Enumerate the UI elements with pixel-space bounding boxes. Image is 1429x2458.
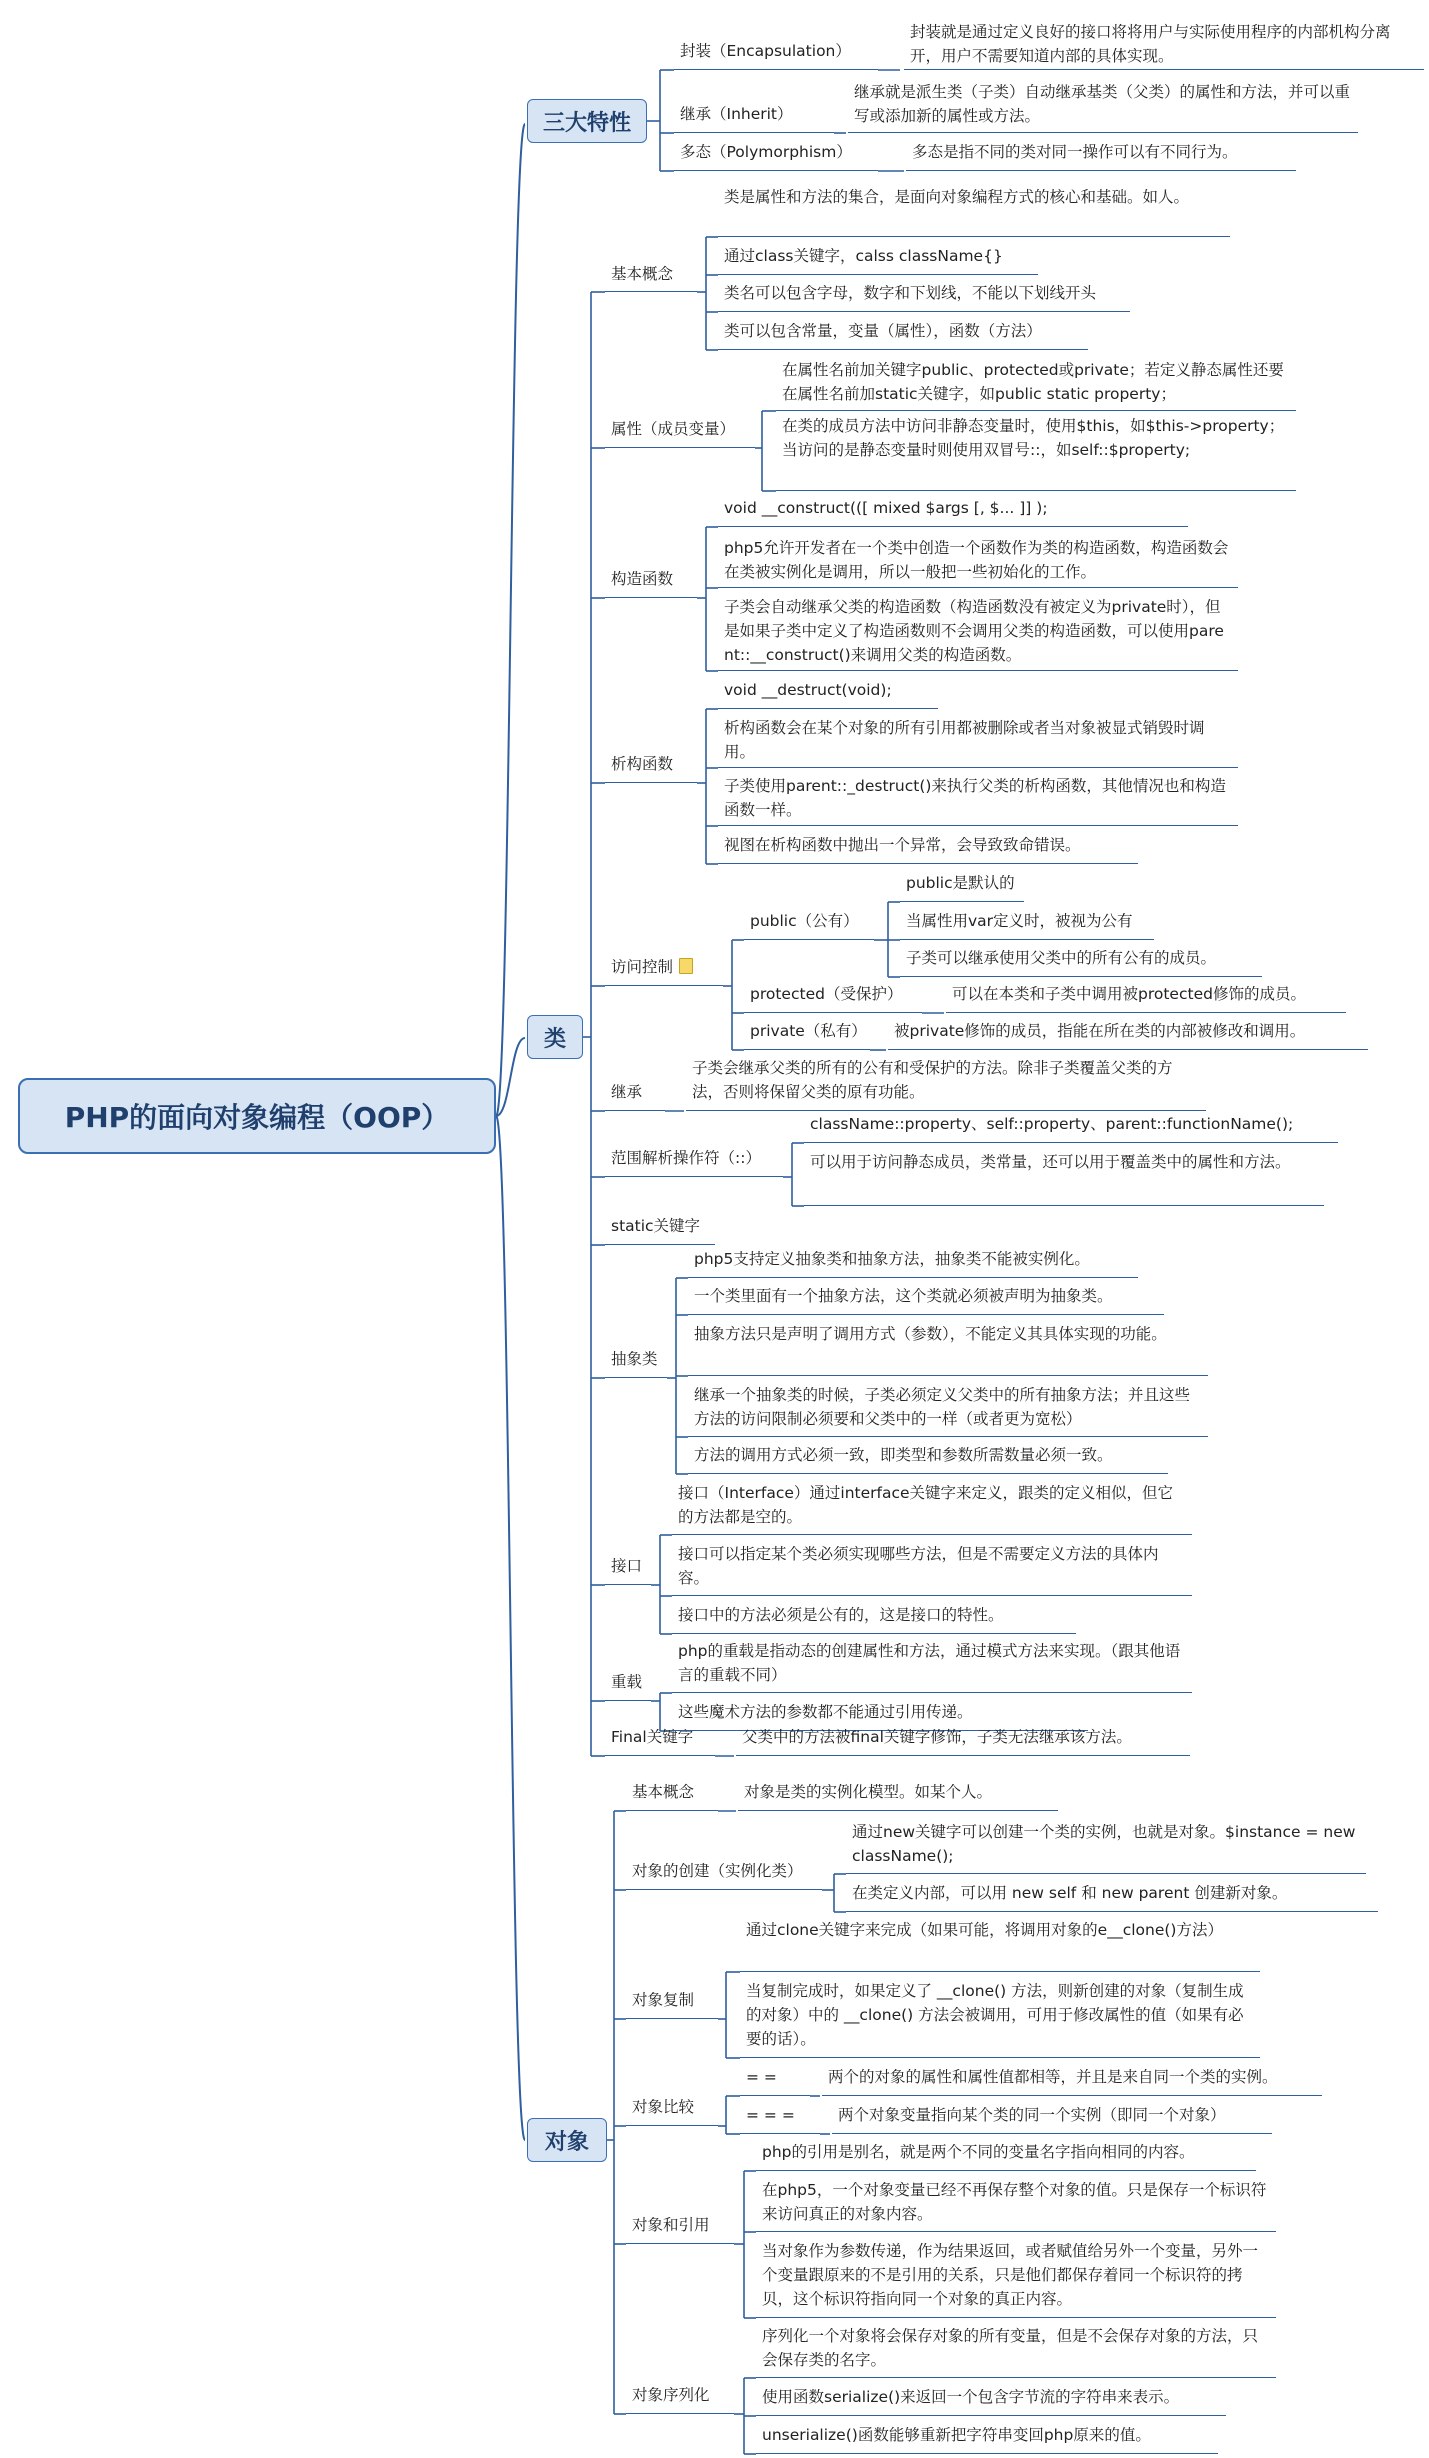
clone-2[interactable] [740,1977,1260,2058]
class-access-control-label: 访问控制 [611,958,674,976]
compare-identical-desc-label: 两个对象变量指向某个类的同一个实例（即同一个对象） [838,2106,1226,2124]
class-final-keyword-label: Final关键字 [611,1728,694,1746]
overload-1-label: php的重载是指动态的创建属性和方法，通过模式方法来实现。（跟其他语言的重载不同） [678,1642,1181,1684]
class-ctor-1-label: void __construct(([ mixed $args [, $... ]] ); [724,499,1048,517]
abstract-3[interactable] [688,1320,1208,1376]
abstract-2[interactable] [688,1282,1164,1315]
class-abstract-label: 抽象类 [611,1350,658,1368]
creation-1[interactable] [846,1818,1366,1874]
class-dtor-4[interactable] [718,831,1138,864]
access-protected-label: protected（受保护） [750,985,903,1003]
serialize-2-label: 使用函数serialize()来返回一个包含字节流的字符串来表示。 [762,2388,1180,2406]
note-icon[interactable] [679,958,693,974]
object-creation-label: 对象的创建（实例化类） [632,1862,803,1880]
class-dtor-2-label: 析构函数会在某个对象的所有引用都被删除或者当对象被显式销毁时调用。 [724,719,1205,761]
object-serialize[interactable] [626,2381,734,2414]
public-1[interactable] [900,869,1024,902]
abstract-5[interactable] [688,1441,1168,1474]
feature-inherit-desc-label: 继承就是派生类（子类）自动继承基类（父类）的属性和方法，并可以重写或添加新的属性或方法。 [854,83,1351,125]
object-serialize-label: 对象序列化 [632,2386,710,2404]
class-basic-2-label: 通过class关键字，calss className{} [724,247,1003,265]
interface-1-label: 接口（Interface）通过interface关键字来定义，跟类的定义相似，但它的方法都是空的。 [678,1484,1174,1526]
compare-eq-label: = = [746,2068,777,2086]
class-basic-concept[interactable] [605,260,697,292]
feature-polymorphism-desc-label: 多态是指不同的类对同一操作可以有不同行为。 [912,143,1238,161]
class-scope-resolution-label: 范围解析操作符（::） [611,1149,761,1167]
object-compare[interactable] [626,2093,718,2126]
class-prop-2[interactable] [776,412,1296,491]
clone-1[interactable] [740,1916,1260,1972]
feature-encapsulation-desc-label: 封装就是通过定义良好的接口将将用户与实际使用程序的内部机构分离开，用户不需要知道内部的具体实现。 [910,23,1391,65]
class-basic-concept-label: 基本概念 [611,265,674,283]
abstract-1[interactable] [688,1245,1138,1278]
object-creation[interactable] [626,1857,822,1890]
class-basic-3[interactable] [718,279,1130,312]
compare-identical-desc[interactable] [832,2101,1272,2134]
main-topic-object[interactable]: 对象 [527,2118,607,2162]
access-private[interactable] [744,1017,870,1050]
class-destructor[interactable] [605,750,697,783]
scope-1-label: className::property、self::property、parent::functionName(); [810,1115,1294,1133]
root-topic[interactable]: PHP的面向对象编程（OOP） [18,1078,496,1154]
class-ctor-1[interactable] [718,494,1188,527]
class-basic-1[interactable] [718,183,1230,237]
compare-eq[interactable] [740,2063,810,2096]
branch-curve [496,124,525,1116]
object-basic-desc-label: 对象是类的实例化模型。如某个人。 [744,1783,993,1801]
interface-2-label: 接口可以指定某个类必须实现哪些方法，但是不需要定义方法的具体内容。 [678,1545,1159,1587]
object-reference-label: 对象和引用 [632,2216,710,2234]
scope-2-label: 可以用于访问静态成员，类常量，还可以用于覆盖类中的属性和方法。 [810,1153,1291,1171]
class-ctor-3[interactable] [718,593,1238,671]
class-constructor-label: 构造函数 [611,570,674,588]
serialize-3[interactable] [756,2421,1218,2454]
object-reference[interactable] [626,2211,734,2244]
class-dtor-2[interactable] [718,714,1238,768]
class-dtor-4-label: 视图在析构函数中抛出一个异常，会导致致命错误。 [724,836,1081,854]
class-basic-4-label: 类可以包含常量，变量（属性），函数（方法） [724,322,1042,340]
scope-2[interactable] [804,1148,1324,1206]
private-desc[interactable] [888,1017,1368,1050]
reference-1-label: php的引用是别名，就是两个不同的变量名字指向相同的内容。 [762,2143,1195,2161]
public-3-label: 子类可以继承使用父类中的所有公有的成员。 [906,949,1217,967]
reference-3[interactable] [756,2237,1276,2318]
class-basic-3-label: 类名可以包含字母，数字和下划线，不能以下划线开头 [724,284,1097,302]
class-inherit-desc[interactable] [686,1054,1206,1111]
serialize-1[interactable] [756,2322,1276,2378]
object-basic-concept[interactable] [626,1778,718,1811]
interface-3-label: 接口中的方法必须是公有的，这是接口的特性。 [678,1606,1004,1624]
interface-2[interactable] [672,1540,1192,1596]
public-3[interactable] [900,944,1262,977]
class-properties-label: 属性（成员变量） [611,420,736,438]
creation-2-label: 在类定义内部，可以用 new self 和 new parent 创建新对象。 [852,1884,1288,1902]
class-static-keyword[interactable] [605,1212,715,1245]
serialize-1-label: 序列化一个对象将会保存对象的所有变量，但是不会保存对象的方法，只会保存类的名字。 [762,2327,1259,2369]
class-basic-4[interactable] [718,317,1088,350]
class-overload[interactable] [605,1668,651,1701]
feature-inherit-label: 继承（Inherit） [680,105,793,123]
class-basic-2[interactable] [718,242,1038,275]
feature-inherit[interactable] [674,100,834,133]
compare-identical[interactable] [740,2101,820,2134]
creation-2[interactable] [846,1879,1378,1912]
class-access-control[interactable] [605,953,723,986]
abstract-5-label: 方法的调用方式必须一致，即类型和参数所需数量必须一致。 [694,1446,1113,1464]
class-overload-label: 重载 [611,1673,643,1691]
object-compare-label: 对象比较 [632,2098,695,2116]
class-inherit-desc-label: 子类会继承父类的所有的公有和受保护的方法。除非子类覆盖父类的方法，否则将保留父类的原有功能。 [692,1059,1173,1101]
final-desc-label: 父类中的方法被final关键字修饰，子类无法继承该方法。 [742,1728,1132,1746]
object-clone-label: 对象复制 [632,1991,695,2009]
access-protected[interactable] [744,980,922,1013]
feature-encapsulation[interactable] [674,37,878,70]
public-1-label: public是默认的 [906,874,1015,892]
abstract-2-label: 一个类里面有一个抽象方法，这个类就必须被声明为抽象类。 [694,1287,1113,1305]
class-ctor-2[interactable] [718,534,1238,588]
object-basic-desc[interactable] [738,1778,1058,1811]
feature-encapsulation-desc[interactable] [904,18,1424,70]
public-2[interactable] [900,907,1154,940]
class-prop-1-label: 在属性名前加关键字public、protected或private；若定义静态属性还要在属性名前加static关键字，如public static property； [782,361,1284,403]
class-basic-1-label: 类是属性和方法的集合，是面向对象编程方式的核心和基础。如人。 [724,188,1190,206]
main-topic-features[interactable]: 三大特性 [527,99,647,143]
access-public-label: public（公有） [750,912,859,930]
class-inherit[interactable] [605,1078,665,1111]
class-scope-resolution[interactable] [605,1144,783,1177]
scope-1[interactable] [804,1110,1338,1143]
object-clone[interactable] [626,1986,718,2019]
interface-1[interactable] [672,1479,1192,1535]
access-public[interactable] [744,907,874,940]
compare-identical-label: = = = [746,2106,795,2124]
serialize-3-label: unserialize()函数能够重新把字符串变回php原来的值。 [762,2426,1151,2444]
branch-curve [496,1116,525,2140]
serialize-2[interactable] [756,2383,1226,2416]
class-static-keyword-label: static关键字 [611,1217,701,1235]
reference-3-label: 当对象作为参数传递，作为结果返回，或者赋值给另外一个变量，另外一个变量跟原来的不是引用的关系，只是他们都保存着同一个标识符的拷贝，这个标识符指向同一个对象的真正内容。 [762,2242,1259,2308]
class-dtor-3-label: 子类使用parent::_destruct()来执行父类的析构函数，其他情况也和构造函数一样。 [724,777,1226,819]
compare-eq-desc-label: 两个的对象的属性和属性值都相等，并且是来自同一个类的实例。 [828,2068,1278,2086]
feature-inherit-desc[interactable] [848,78,1358,133]
feature-polymorphism-desc[interactable] [906,138,1296,171]
class-dtor-1-label: void __destruct(void); [724,681,892,699]
class-prop-2-label: 在类的成员方法中访问非静态变量时，使用$this，如$this->property；当访问的是静态变量时则使用双冒号::，如self::$property; [782,417,1285,459]
class-inherit-label: 继承 [611,1083,643,1101]
class-interface-label: 接口 [611,1557,643,1575]
feature-polymorphism-label: 多态（Polymorphism） [680,143,852,161]
protected-desc-label: 可以在本类和子类中调用被protected修饰的成员。 [952,985,1306,1003]
class-constructor[interactable] [605,565,697,598]
feature-polymorphism[interactable] [674,138,878,171]
main-topic-class[interactable]: 类 [527,1015,583,1059]
reference-2-label: 在php5，一个对象变量已经不再保存整个对象的值。只是保存一个标识符来访问真正的对象内容。 [762,2181,1267,2223]
object-basic-concept-label: 基本概念 [632,1783,695,1801]
public-2-label: 当属性用var定义时，被视为公有 [906,912,1133,930]
class-dtor-3[interactable] [718,772,1238,826]
interface-3[interactable] [672,1601,1076,1634]
abstract-4-label: 继承一个抽象类的时候，子类必须定义父类中的所有抽象方法；并且这些方法的访问限制必须要和父类中的一样（或者更为宽松） [694,1386,1191,1428]
final-desc[interactable] [736,1723,1190,1756]
compare-eq-desc[interactable] [822,2063,1322,2096]
abstract-3-label: 抽象方法只是声明了调用方式（参数），不能定义其具体实现的功能。 [694,1325,1167,1343]
reference-1[interactable] [756,2138,1256,2171]
class-dtor-1[interactable] [718,676,938,709]
class-destructor-label: 析构函数 [611,755,674,773]
overload-2-label: 这些魔术方法的参数都不能通过引用传递。 [678,1703,973,1721]
protected-desc[interactable] [946,980,1346,1013]
reference-2[interactable] [756,2176,1276,2232]
class-abstract[interactable] [605,1345,667,1378]
abstract-4[interactable] [688,1381,1208,1437]
access-private-label: private（私有） [750,1022,867,1040]
overload-1[interactable] [672,1637,1192,1693]
class-ctor-3-label: 子类会自动继承父类的构造函数（构造函数没有被定义为private时），但是如果子类中定义了构造函数则不会调用父类的构造函数，可以使用parent::__construct()来调用父类的构造函数。 [724,598,1224,664]
creation-1-label: 通过new关键字可以创建一个类的实例，也就是对象。$instance = new className(); [852,1823,1356,1865]
clone-2-label: 当复制完成时，如果定义了 __clone() 方法，则新创建的对象（复制生成的对象）中的 __clone() 方法会被调用，可用于修改属性的值（如果有必要的话）。 [746,1982,1244,2048]
class-ctor-2-label: php5允许开发者在一个类中创造一个函数作为类的构造函数，构造函数会在类被实例化是调用，所以一般把一些初始化的工作。 [724,539,1229,581]
class-prop-1[interactable] [776,356,1296,411]
class-properties[interactable] [605,415,755,448]
feature-encapsulation-label: 封装（Encapsulation） [680,42,851,60]
clone-1-label: 通过clone关键字来完成（如果可能，将调用对象的e__clone()方法） [746,1921,1223,1939]
class-interface[interactable] [605,1552,651,1585]
abstract-1-label: php5支持定义抽象类和抽象方法，抽象类不能被实例化。 [694,1250,1090,1268]
private-desc-label: 被private修饰的成员，指能在所在类的内部被修改和调用。 [894,1022,1306,1040]
